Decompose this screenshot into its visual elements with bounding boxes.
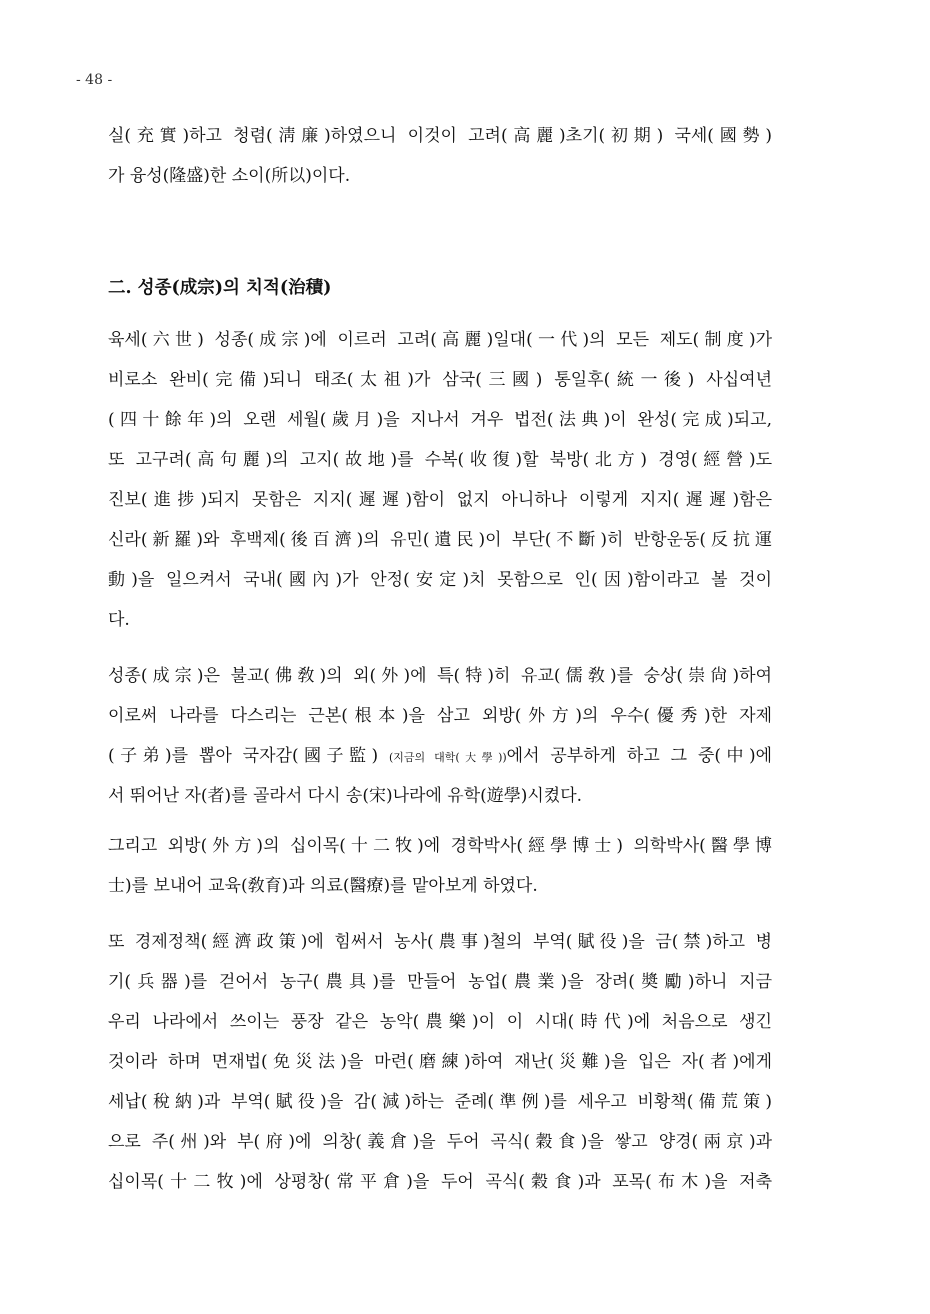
text-line: 이로써 나라를 다스리는 근본(根本)을 삼고 외방(外方)의 우수(優秀)한 자제 bbox=[108, 706, 772, 726]
text-line: 육세(六世) 성종(成宗)에 이르러 고려(高麗)일대(一代)의 모든 제도(制度)가 bbox=[108, 330, 772, 350]
paragraph-2 bbox=[108, 326, 772, 646]
paragraph-5 bbox=[108, 928, 772, 1208]
text-line: 士)를 보내어 교육(敎育)과 의료(醫療)를 맡아보게 하였다. bbox=[108, 876, 538, 896]
text-line: 다. bbox=[108, 610, 130, 630]
page-number: - 48 - bbox=[76, 72, 113, 88]
text-segment: (子弟)를 뽑아 국자감(國子監) bbox=[108, 746, 379, 766]
paragraph-3 bbox=[108, 662, 772, 822]
text-line: 성종(成宗)은 불교(佛敎)의 외(外)에 특(特)히 유교(儒敎)를 숭상(崇尙)하여 bbox=[108, 666, 772, 686]
text-line: 세납(稅納)과 부역(賦役)을 감(減)하는 준례(準例)를 세우고 비황책(備荒策) bbox=[108, 1092, 772, 1112]
text-line: (四十餘年)의 오랜 세월(歲月)을 지나서 겨우 법전(法典)이 완성(完成)되고, bbox=[108, 410, 772, 430]
text-line-with-note bbox=[108, 742, 772, 782]
text-line: 動)을 일으켜서 국내(國內)가 안정(安定)치 못함으로 인(因)함이라고 볼 것이 bbox=[108, 570, 772, 590]
text-line: 으로 주(州)와 부(府)에 의창(義倉)을 두어 곡식(穀食)을 쌓고 양경(兩京)과 bbox=[108, 1132, 772, 1152]
text-line: 또 고구려(高句麗)의 고지(故地)를 수복(收復)할 북방(北方) 경영(經營)도 bbox=[108, 450, 772, 470]
text-line: 비로소 완비(完備)되니 태조(太祖)가 삼국(三國) 통일후(統一後) 사십여년 bbox=[108, 370, 772, 390]
paragraph-1 bbox=[108, 122, 772, 202]
inline-note: (지금의 대학(大學)) bbox=[388, 751, 507, 764]
text-line: 것이라 하며 면재법(免災法)을 마련(磨練)하여 재난(災難)을 입은 자(者)에게 bbox=[108, 1052, 772, 1072]
text-line: 십이목(十二牧)에 상평창(常平倉)을 두어 곡식(穀食)과 포목(布木)을 저축 bbox=[108, 1172, 772, 1192]
text-line: 실(充實)하고 청렴(淸廉)하였으니 이것이 고려(高麗)초기(初期) 국세(國勢) bbox=[108, 126, 772, 146]
text-line: 신라(新羅)와 후백제(後百濟)의 유민(遺民)이 부단(不斷)히 반항운동(反抗運 bbox=[108, 530, 772, 550]
text-line: 그리고 외방(外方)의 십이목(十二牧)에 경학박사(經學博士) 의학박사(醫學博 bbox=[108, 836, 772, 856]
text-line: 우리 나라에서 쓰이는 풍장 같은 농악(農樂)이 이 시대(時代)에 처음으로 생긴 bbox=[108, 1012, 772, 1032]
section-heading: 二. 성종(成宗)의 치적(治積) bbox=[108, 278, 332, 298]
text-line: 서 뛰어난 자(者)를 골라서 다시 송(宋)나라에 유학(遊學)시켰다. bbox=[108, 786, 583, 806]
text-line: 또 경제정책(經濟政策)에 힘써서 농사(農事)철의 부역(賦役)을 금(禁)하고 병 bbox=[108, 932, 772, 952]
text-line: 기(兵器)를 걷어서 농구(農具)를 만들어 농업(農業)을 장려(奬勵)하니 지금 bbox=[108, 972, 772, 992]
text-line: 진보(進捗)되지 못함은 지지(遲遲)함이 없지 아니하나 이렇게 지지(遲遲)함은 bbox=[108, 490, 772, 510]
paragraph-4 bbox=[108, 832, 772, 912]
text-line: 가 융성(隆盛)한 소이(所以)이다. bbox=[108, 166, 351, 186]
text-segment: 에서 공부하게 하고 그 중(中)에 bbox=[506, 746, 772, 766]
